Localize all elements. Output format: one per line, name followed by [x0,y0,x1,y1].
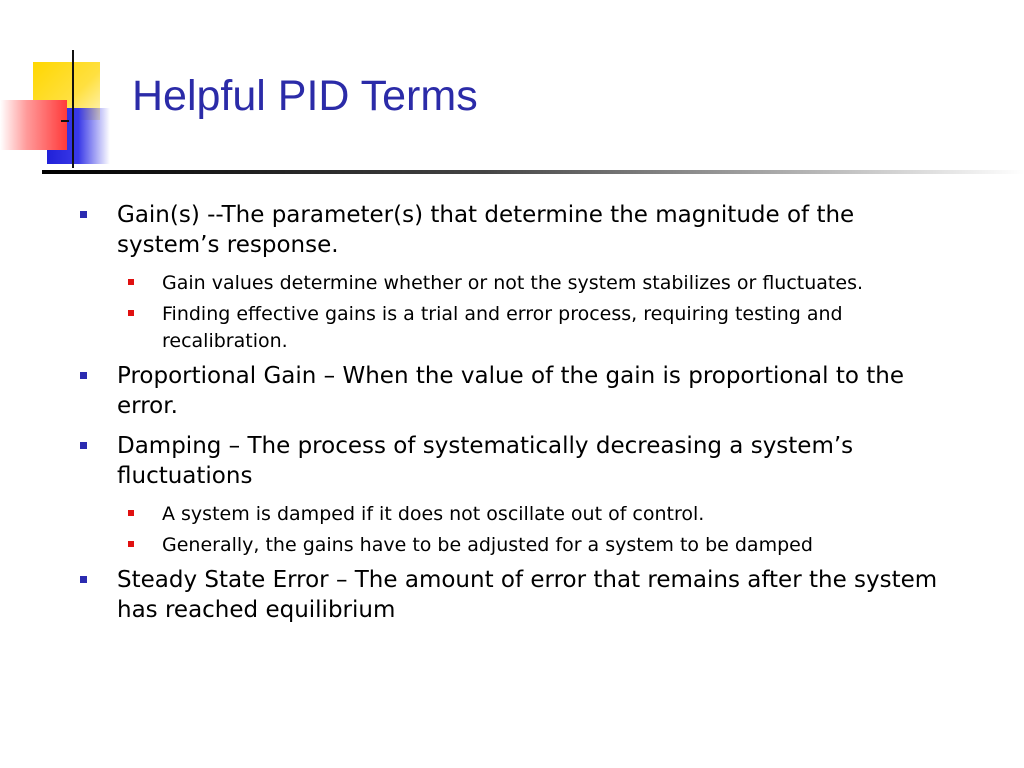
square-bullet-icon [128,279,134,285]
bullet-proportional-gain [80,361,940,421]
square-bullet-icon [80,442,87,449]
sub-bullet-text: Finding effective gains is a trial and error process, requiring testing and recalibration. [162,303,843,352]
bullet-gain [80,200,940,260]
sub-bullet-text: A system is damped if it does not oscillate out of control. [162,503,705,525]
red-square-decoration [0,100,67,150]
bullet-text: Steady State Error – The amount of error that remains after the system has reached equilibrium [117,567,938,623]
short-line-decoration [61,120,69,122]
bullet-text: Gain(s) --The parameter(s) that determine the magnitude of the system’s response. [117,202,855,258]
vertical-line-decoration [72,50,74,168]
slide-title: Helpful PID Terms [132,72,478,120]
sub-bullet [128,301,940,355]
bullet-text: Damping – The process of systematically decreasing a system’s fluctuations [117,433,854,489]
sub-list-damping [128,501,940,559]
square-bullet-icon [80,576,87,583]
square-bullet-icon [80,372,87,379]
sub-bullet-text: Generally, the gains have to be adjusted for a system to be damped [162,534,813,556]
square-bullet-icon [128,541,134,547]
bullet-text: Proportional Gain – When the value of the gain is proportional to the error. [117,363,904,419]
sub-bullet [128,532,940,559]
sub-bullet-text: Gain values determine whether or not the system stabilizes or fluctuates. [162,272,864,294]
bullet-damping [80,431,940,491]
title-divider [42,170,1024,174]
square-bullet-icon [128,510,134,516]
sub-list-gain [128,270,940,355]
square-bullet-icon [128,310,134,316]
square-bullet-icon [80,211,87,218]
sub-bullet [128,501,940,528]
bullet-steady-state-error [80,565,940,625]
decorative-logo [0,0,130,175]
slide-body [80,200,940,635]
sub-bullet [128,270,940,297]
